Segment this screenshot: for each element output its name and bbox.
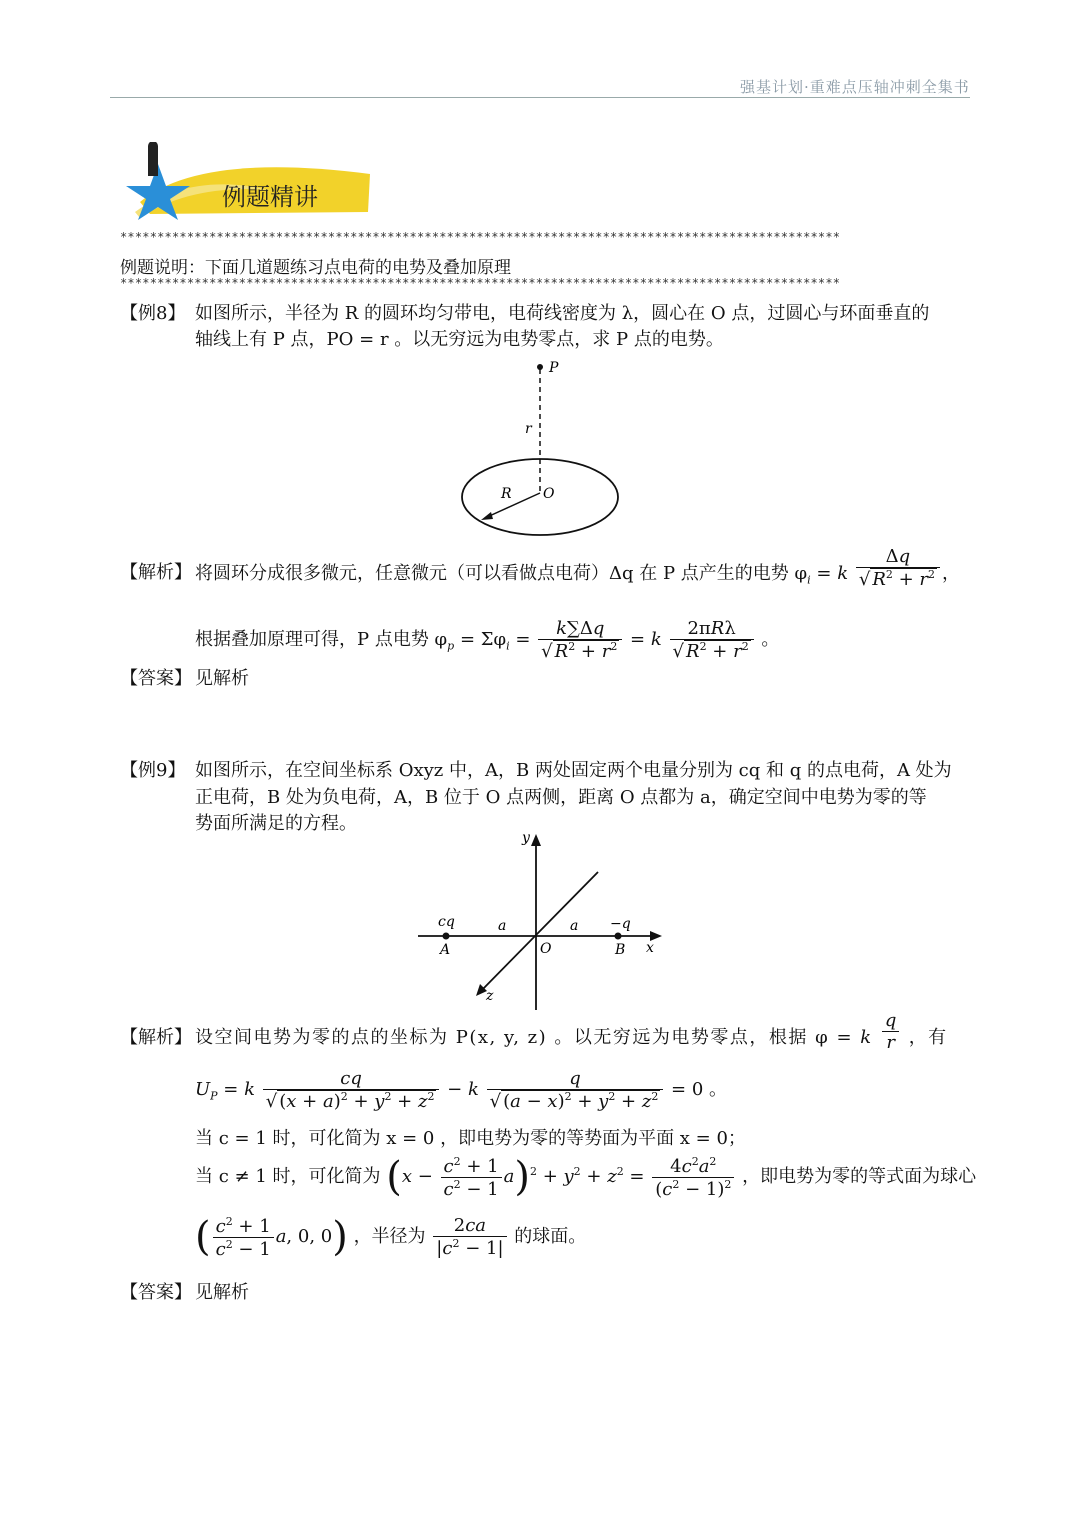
divider-bottom: *************************************************************************************************	[120, 276, 841, 290]
divider-top: *************************************************************************************************	[120, 230, 841, 244]
ex8-line1: 如图所示，半径为 R 的圆环均匀带电，电荷线密度为 λ，圆心在 O 点，过圆心与环面垂直的	[195, 303, 930, 324]
label-A: A	[440, 942, 451, 958]
ex9-answer-tag: 【答案】	[120, 1282, 192, 1303]
ex9-line3: 势面所满足的方程。	[195, 813, 357, 834]
ex8-answer: 见解析	[195, 668, 249, 689]
ex9-answer: 见解析	[195, 1282, 249, 1303]
ex9-analysis-line1: 设空间电势为零的点的坐标为 P(x, y, z) 。以无穷远为电势零点，根据 φ = k $\frac{q}{r}$ ，有	[195, 1009, 948, 1053]
label-minus-q: −q	[610, 916, 631, 932]
label-z: z	[486, 988, 494, 1004]
ex8-line2: 轴线上有 P 点，PO = r 。以无穷远为电势零点，求 P 点的电势。	[195, 329, 724, 350]
label-o: O	[540, 941, 552, 957]
label-B: B	[615, 942, 626, 958]
ex9-equation: $U_P = k$ $\frac{cq}{√ (x + a)^2 + y^2 + z^2}$ − k $\frac{q}{√ (a - x)^2 + y^2 + z^2}$ = 0 。	[195, 1068, 728, 1112]
label-x: x	[646, 940, 654, 956]
ex9-line2: 正电荷，B 处为负电荷，A，B 位于 O 点两侧，距离 O 点都为 a，确定空间中电势为零的等	[195, 787, 927, 808]
header-rule	[110, 97, 970, 98]
label-a-right: a	[570, 918, 579, 934]
ex8-tag: 【例8】	[120, 303, 186, 324]
ex9-center: ( $\frac{c^2 + 1}{c^2 - 1}$ a, 0, 0) ，半径为 $\frac{2ca}{|c^2 - 1|}$ 的球面。	[195, 1214, 587, 1260]
label-p: P	[549, 360, 559, 376]
ex8-analysis-line1: 将圆环分成很多微元，任意微元（可以看做点电荷）Δq 在 P 点产生的电势 $\varphi_i = k$ $\frac{\Delta q}{√ R^2 + r^2}$ ，	[195, 546, 961, 590]
ex9-tag: 【例9】	[120, 760, 186, 781]
ex9-case2: 当 c ≠ 1 时，可化简为 (x − $\frac{c^2 + 1}{c^2 - 1}$ $a)^2 + y^2 + z^2$ = $\frac{4c^2a^2}{(c^2 - 1)^2}$ ，即电势为零的等式面为球心	[195, 1154, 977, 1200]
ex9-case1: 当 c = 1 时，可化简为 x = 0 ，即电势为零的等势面为平面 x = 0；	[195, 1128, 746, 1149]
ring-figure	[455, 355, 635, 550]
ex8-answer-tag: 【答案】	[120, 668, 192, 689]
label-y: y	[522, 830, 530, 846]
label-R: R	[501, 486, 512, 502]
ex8-analysis-line2: 根据叠加原理可得，P 点电势 $\varphi_p = \Sigma\varphi_i$ = $\frac{k\sum\Delta q}{√ R^2 + r^2}$ = k $\frac{\text{2πRλ}}{√ R^2 + r^2}$ 。	[195, 618, 780, 662]
axes-figure	[410, 830, 670, 1015]
label-r: r	[525, 421, 532, 437]
ex9-analysis-tag: 【解析】	[120, 1027, 192, 1048]
intro-text: 例题说明：下面几道题练习点电荷的电势及叠加原理	[120, 258, 511, 278]
label-cq: cq	[438, 914, 455, 930]
label-a-left: a	[498, 918, 507, 934]
banner-title: 例题精讲	[222, 183, 318, 211]
ex8-analysis-tag: 【解析】	[120, 562, 192, 583]
book-title: 强基计划·重难点压轴冲刺全集书	[740, 78, 970, 96]
label-o: O	[543, 486, 555, 502]
ex9-line1: 如图所示，在空间坐标系 Oxyz 中，A，B 两处固定两个电量分别为 cq 和 q 的点电荷，A 处为	[195, 760, 952, 781]
